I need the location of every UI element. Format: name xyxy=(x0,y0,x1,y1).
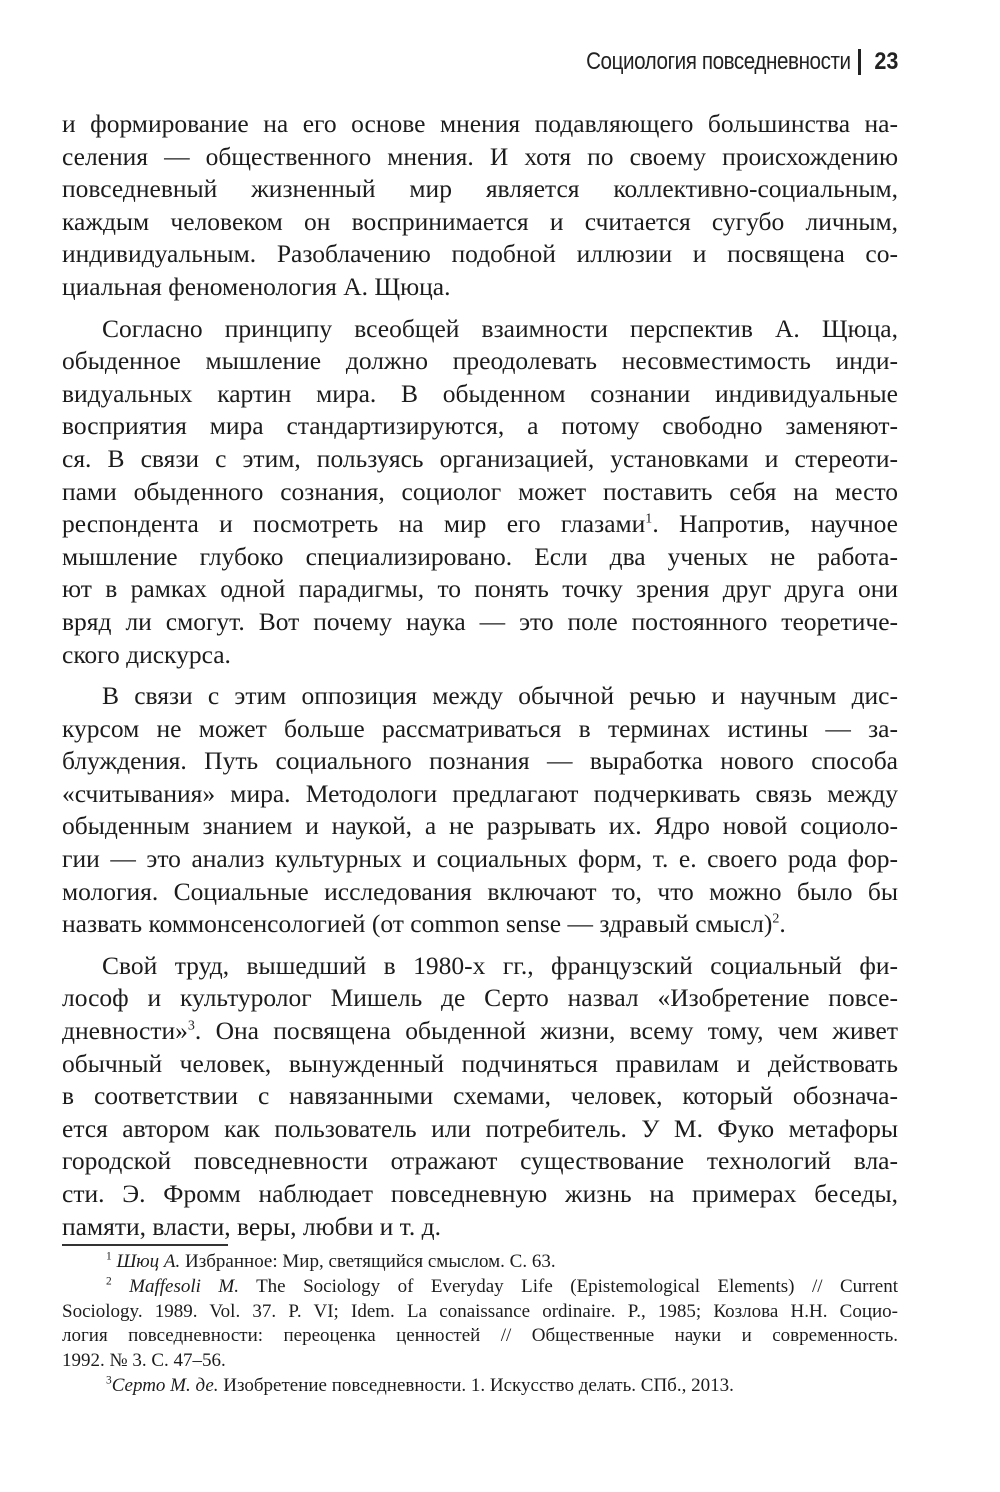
footnote-mark: 1 xyxy=(106,1250,112,1263)
text-line: городской повседневности отражают существование технологий вла- xyxy=(62,1146,898,1176)
text-line xyxy=(62,1015,898,1048)
footnote-line xyxy=(62,1250,898,1275)
text-line: видуальных картин мира. В обыденном сознании индивидуальные xyxy=(62,378,898,408)
footnote-author: Серто М. де. xyxy=(111,1374,219,1396)
text-line: мология. Социальные исследования включают то, что можно было бы xyxy=(62,876,898,906)
text-line: обычный человек, вынужденный подчиняться правилам и действовать xyxy=(62,1048,898,1078)
text-line xyxy=(62,908,898,941)
text-line: В связи с этим оппозиция между обычной речью и научным дис- xyxy=(102,681,898,711)
text-line: индивидуальным. Разоблачению подобной иллюзии и посвящена со- xyxy=(62,239,898,269)
text-line: сти. Э. Фромм наблюдает повседневную жизнь на примерах беседы, xyxy=(62,1179,898,1208)
footnote-ref-2[interactable]: 2 xyxy=(772,911,780,927)
footnote-line: логия повседневности: переоценка ценностей // Общественные науки и современность. xyxy=(62,1325,898,1347)
text-line: ся. В связи с этим, пользуясь организацией, установками и стереоти- xyxy=(62,443,898,473)
text-line: гии — это анализ культурных и социальных форм, т. е. своего рода фор- xyxy=(62,844,898,874)
text-line: пами обыденного сознания, социолог может поставить себя на место xyxy=(62,476,898,506)
body-text xyxy=(62,108,898,1243)
paragraph-4 xyxy=(62,950,898,1243)
footnote-text: Избранное: Мир, светящийся смыслом. С. 63. xyxy=(180,1251,556,1272)
paragraph-2 xyxy=(62,313,898,672)
footnote-line: 1992. № 3. С. 47–56. xyxy=(62,1350,226,1372)
text-line: курсом не может больше рассматриваться в терминах истины — за- xyxy=(62,713,898,743)
text-line: восприятия мира стандартизируются, а потому свободно заменяют- xyxy=(62,411,898,441)
text-line: лософ и культуролог Мишель де Серто назвал «Изобретение повсе- xyxy=(62,983,898,1013)
text-segment: . Она посвящена обыденной жизни, всему тому, чем живет xyxy=(194,1016,898,1046)
text-line: вряд ли смогут. Вот почему наука — это поле постоянного теоретиче- xyxy=(62,606,898,636)
text-line: Согласно принципу всеобщей взаимности перспектив А. Щюца, xyxy=(102,313,898,343)
text-line: обыденным знанием и наукой, а не разрывать их. Ядро новой социоло- xyxy=(62,811,898,841)
footnotes xyxy=(62,1250,898,1399)
footnote-ref-3[interactable]: 3 xyxy=(187,1018,195,1034)
footnote-text: The Sociology of Everyday Life (Epistemological Elements) // Current xyxy=(238,1275,898,1297)
running-head-separator xyxy=(858,49,861,75)
text-line: селения — общественного мнения. И хотя по своему происхождению xyxy=(62,141,898,171)
text-line xyxy=(62,508,898,541)
text-line: циальная феноменология А. Щюца. xyxy=(62,271,451,301)
footnote-line xyxy=(62,1374,898,1399)
footnote-divider xyxy=(62,1244,228,1246)
running-head-title: Социология повседневности xyxy=(585,48,851,75)
footnote-2 xyxy=(62,1275,898,1374)
text-line: и формирование на его основе мнения подавляющего большинства на- xyxy=(62,109,898,138)
text-segment: дневности» xyxy=(62,1016,188,1046)
footnote-ref-1[interactable]: 1 xyxy=(645,511,653,527)
text-line: каждым человеком он воспринимается и считается сугубо личным, xyxy=(62,206,898,236)
text-line: ется автором как пользователь или потребитель. У М. Фуко метафоры xyxy=(62,1113,898,1143)
running-head xyxy=(543,48,900,76)
page-number: 23 xyxy=(874,48,899,75)
text-line: памяти, власти, веры, любви и т. д. xyxy=(62,1211,441,1241)
text-line: мышление глубоко специализировано. Если два ученых не работа- xyxy=(62,541,898,571)
text-line: Свой труд, вышедший в 1980-х гг., французский социальный фи- xyxy=(102,950,898,980)
footnote-mark: 3 xyxy=(106,1374,112,1387)
text-line: обыденное мышление должно преодолевать несовместимость инди- xyxy=(62,346,898,376)
footnote-mark: 2 xyxy=(106,1275,112,1288)
footnote-3 xyxy=(62,1374,898,1399)
paragraph-1 xyxy=(62,108,898,304)
footnote-1 xyxy=(62,1250,898,1275)
text-line: в соответствии с навязанными схемами, человек, который обознача- xyxy=(62,1081,898,1111)
text-segment: . Напротив, научное xyxy=(652,509,899,539)
text-segment: респондента и посмотреть на мир его глазами xyxy=(62,509,646,539)
footnote-line xyxy=(62,1275,898,1300)
text-line: блуждения. Путь социального познания — выработка нового способа xyxy=(62,746,898,776)
text-segment: назвать коммонсенсологией (от common sense — здравый смысл) xyxy=(62,909,773,939)
text-line: ют в рамках одной парадигмы, то понять точку зрения друг друга они xyxy=(62,574,898,604)
footnote-author: Шюц А. xyxy=(116,1251,181,1272)
text-line: ского дискурса. xyxy=(62,639,231,669)
text-segment: . xyxy=(779,909,786,939)
footnote-line: Sociology. 1989. Vol. 37. P. VI; Idem. La conaissance ordinaire. P., 1985; Козлова Н.Н. Социо- xyxy=(62,1300,898,1322)
text-line: повседневный жизненный мир является коллективно-социальным, xyxy=(62,174,898,204)
paragraph-3 xyxy=(62,680,898,941)
footnote-text: Изобретение повседневности. 1. Искусство делать. СПб., 2013. xyxy=(218,1374,734,1396)
text-line: «считывания» мира. Методологи предлагают подчеркивать связь между xyxy=(62,778,898,808)
footnote-author: Maffesoli M. xyxy=(129,1275,239,1297)
